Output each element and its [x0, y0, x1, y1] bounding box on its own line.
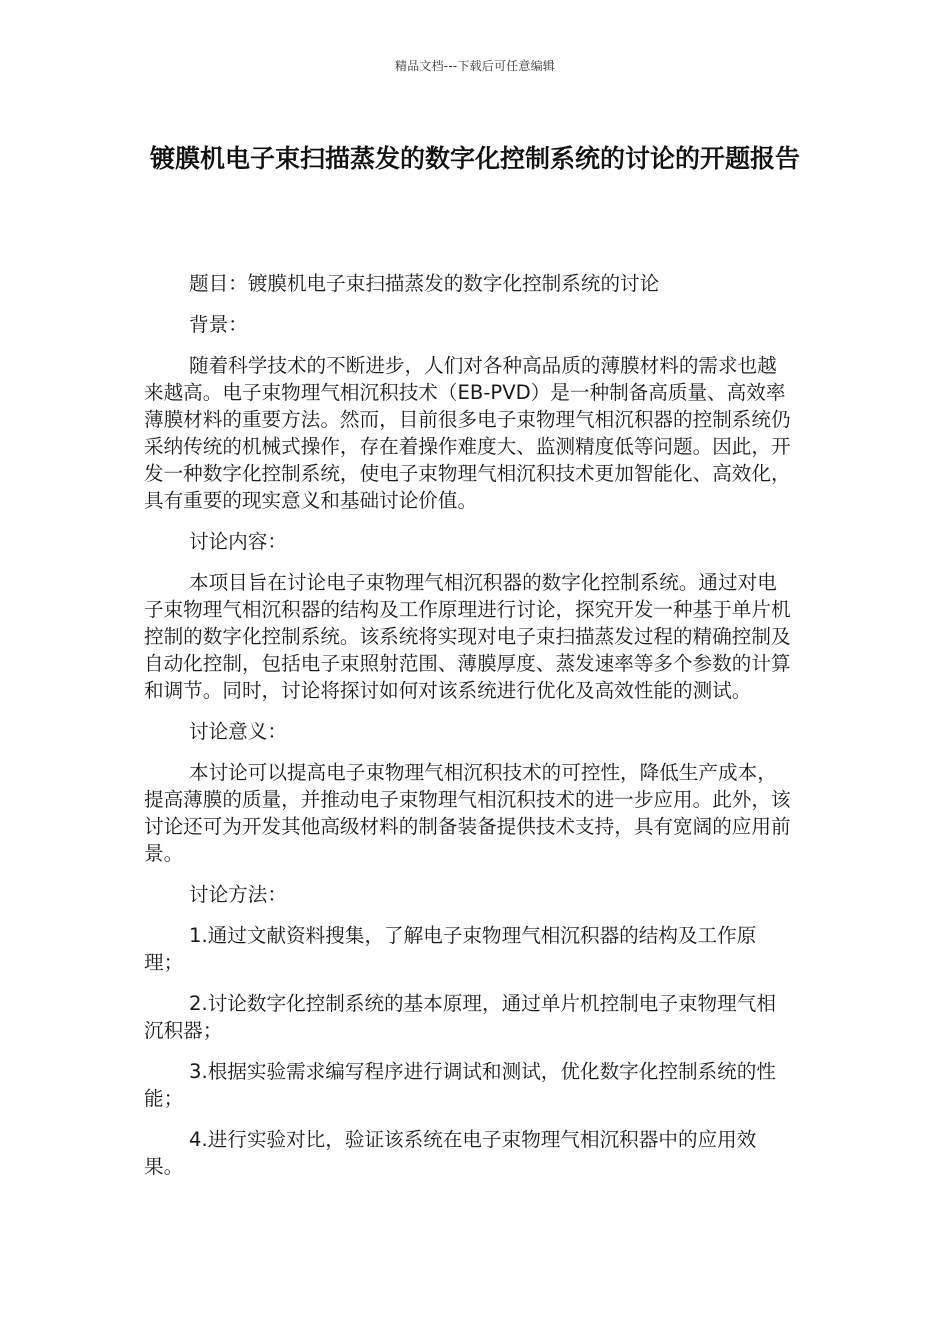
background-paragraph: 随着科学技术的不断进步，人们对各种高品质的薄膜材料的需求也越来越高。电子束物理气相沉积技术（EB-PVD）是一种制备高质量、高效率薄膜材料的重要方法。然而，目前很多电子束物理气相沉积器的控制系统仍采纳传统的机械式操作，存在着操作难度大、监测精度低等问题。因此，开发一种数字化控制系统，使电子束物理气相沉积技术更加智能化、高效化，具有重要的现实意义和基础讨论价值。: [144, 354, 791, 512]
method-item: 2.讨论数字化控制系统的基本原理，通过单片机控制电子束物理气相沉积器；: [144, 992, 776, 1042]
topic-line: 题目：镀膜机电子束扫描蒸发的数字化控制系统的讨论: [189, 272, 660, 295]
significance-paragraph: 本讨论可以提高电子束物理气相沉积技术的可控性，降低生产成本，提高薄膜的质量，并推动电子束物理气相沉积技术的进一步应用。此外，该讨论还可为开发其他高级材料的制备装备提供技术支持，具有宽阔的应用前景。: [144, 761, 791, 865]
research-content-heading: 讨论内容：: [189, 530, 287, 553]
method-item: 3.根据实验需求编写程序进行调试和测试，优化数字化控制系统的性能；: [144, 1060, 776, 1110]
method-item: 1.通过文献资料搜集，了解电子束物理气相沉积器的结构及工作原理；: [144, 924, 757, 974]
significance-heading: 讨论意义：: [189, 720, 287, 743]
method-item: 4.进行实验对比，验证该系统在电子束物理气相沉积器中的应用效果。: [144, 1128, 757, 1178]
background-heading: 背景：: [189, 313, 248, 336]
research-content-paragraph: 本项目旨在讨论电子束物理气相沉积器的数字化控制系统。通过对电子束物理气相沉积器的结构及工作原理进行讨论，探究开发一种基于单片机控制的数字化控制系统。该系统将实现对电子束扫描蒸发过程的精确控制及自动化控制，包括电子束照射范围、薄膜厚度、蒸发速率等多个参数的计算和调节。同时，讨论将探讨如何对该系统进行优化及高效性能的测试。: [144, 571, 791, 702]
document-title: 镀膜机电子束扫描蒸发的数字化控制系统的讨论的开题报告: [149, 144, 800, 173]
document-body: [144, 270, 794, 1194]
header-note: 精品文档---下载后可任意编辑: [395, 59, 555, 73]
method-heading: 讨论方法：: [189, 883, 287, 906]
